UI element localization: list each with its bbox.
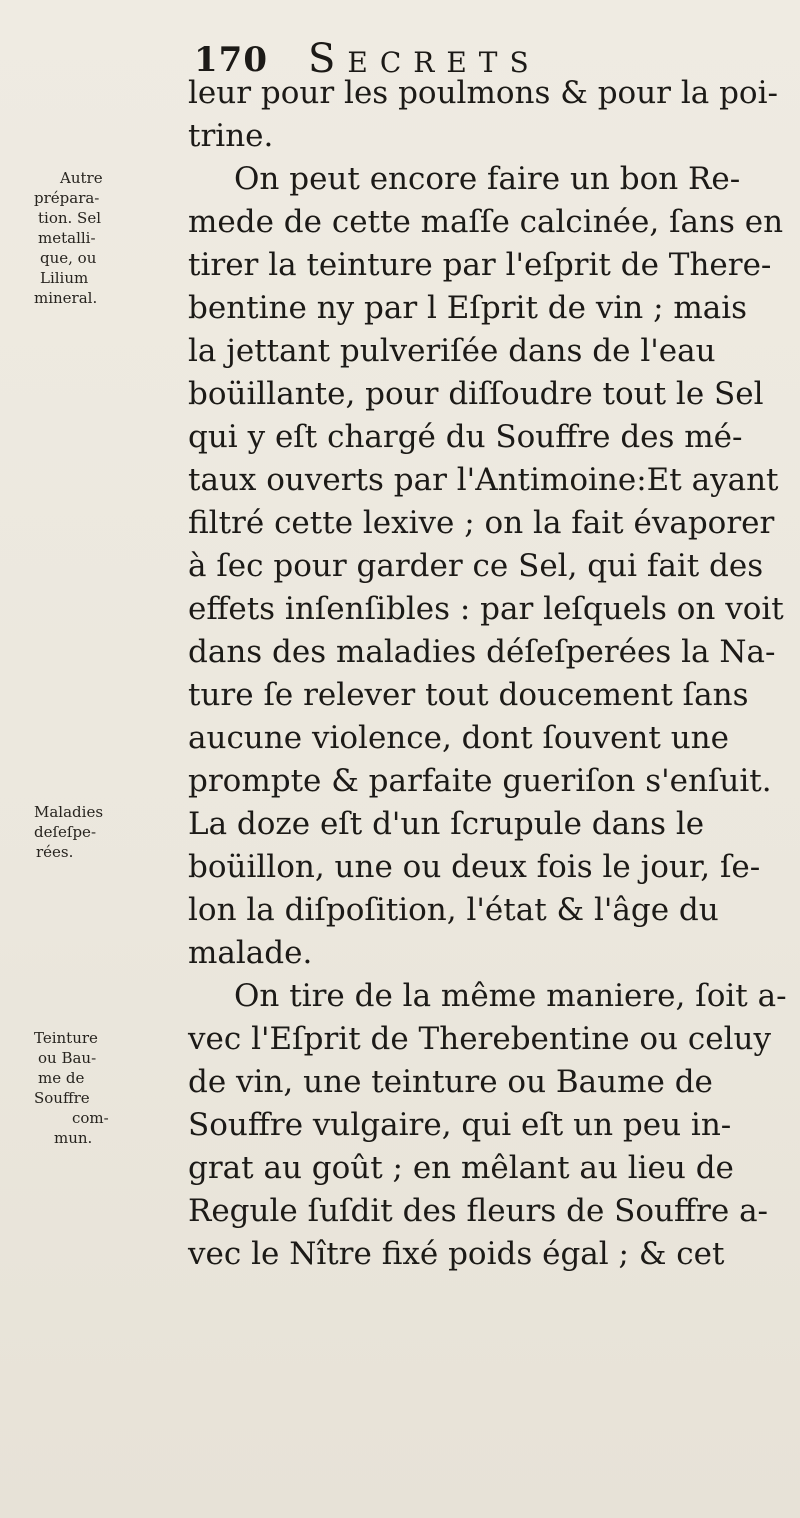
text-line: prompte & parfaite gueriſon s'enſuit. — [188, 763, 772, 799]
text-line: grat au goût ; en mêlant au lieu de — [188, 1150, 734, 1186]
margin-note-line: Teinture — [34, 1029, 98, 1047]
text-line: tirer la teinture par l'eſprit de There- — [188, 247, 772, 283]
margin-note-line: metalli- — [38, 229, 96, 247]
body-text — [188, 72, 788, 1276]
text-line: Regule ſuſdit des fleurs de Souffre a- — [188, 1193, 769, 1229]
margin-note-line: tion. Sel — [38, 209, 102, 227]
text-line: ture ſe relever tout doucement ſans — [188, 677, 749, 713]
text-line: vec le Nître fixé poids égal ; & cet — [188, 1236, 725, 1272]
margin-note-line: Autre — [60, 169, 103, 187]
text-line: la jettant pulveriſée dans de l'eau — [188, 333, 716, 369]
margin-note-line: ou Bau- — [38, 1049, 97, 1067]
margin-note-line: me de — [38, 1069, 85, 1087]
text-line: vec l'Eſprit de Therebentine ou celuy — [188, 1021, 771, 1057]
text-line: On tire de la même maniere, ſoit a- — [234, 978, 787, 1014]
text-line: aucune violence, dont ſouvent une — [188, 720, 729, 756]
page-number: 170 — [194, 40, 268, 80]
margin-note-line: com- — [72, 1109, 109, 1127]
text-line: de vin, une teinture ou Baume de — [188, 1064, 713, 1100]
text-line: effets inſenſibles : par leſquels on voit — [188, 591, 784, 627]
margin-note-line: deſeſpe- — [34, 823, 97, 841]
margin-note-line: rées. — [36, 843, 74, 861]
running-title: Secrets — [308, 36, 541, 82]
text-line: boüillon, une ou deux fois le jour, ſe- — [188, 849, 761, 885]
text-line: mede de cette maſſe calcinée, ſans en — [188, 204, 784, 240]
text-line: Souffre vulgaire, qui eſt un peu in- — [188, 1107, 732, 1143]
margin-note-maladies — [20, 802, 170, 862]
text-line: dans des maladies déſeſperées la Na- — [188, 634, 776, 670]
text-line: taux ouverts par l'Antimoine:Et ayant — [188, 462, 779, 498]
text-line: qui y eſt chargé du Souffre des mé- — [188, 419, 743, 455]
text-line: bentine ny par l Eſprit de vin ; mais — [188, 290, 748, 326]
margin-note-line: mun. — [54, 1129, 93, 1147]
margin-note-preparation — [20, 168, 170, 308]
text-line: La doze eſt d'un ſcrupule dans le — [188, 806, 705, 842]
text-line: à ſec pour garder ce Sel, qui fait des — [188, 548, 764, 584]
text-line: lon la diſpoſition, l'état & l'âge du — [188, 892, 719, 928]
text-line: trine. — [188, 118, 274, 154]
text-line: filtré cette lexive ; on la fait évaporer — [188, 505, 775, 541]
margin-note-line: que, ou — [40, 249, 97, 267]
text-line: On peut encore faire un bon Re- — [234, 161, 741, 197]
margin-note-teinture — [20, 1028, 170, 1148]
margin-note-line: mineral. — [34, 289, 98, 307]
margin-note-line: Lilium — [40, 269, 89, 287]
margin-note-line: Souffre — [34, 1089, 90, 1107]
margin-note-line: prépara- — [34, 189, 100, 207]
text-line: leur pour les poulmons & pour la poi- — [188, 75, 778, 111]
text-line: boüillante, pour diſſoudre tout le Sel — [188, 376, 764, 412]
text-line: malade. — [188, 935, 313, 971]
margin-note-line: Maladies — [34, 803, 104, 821]
